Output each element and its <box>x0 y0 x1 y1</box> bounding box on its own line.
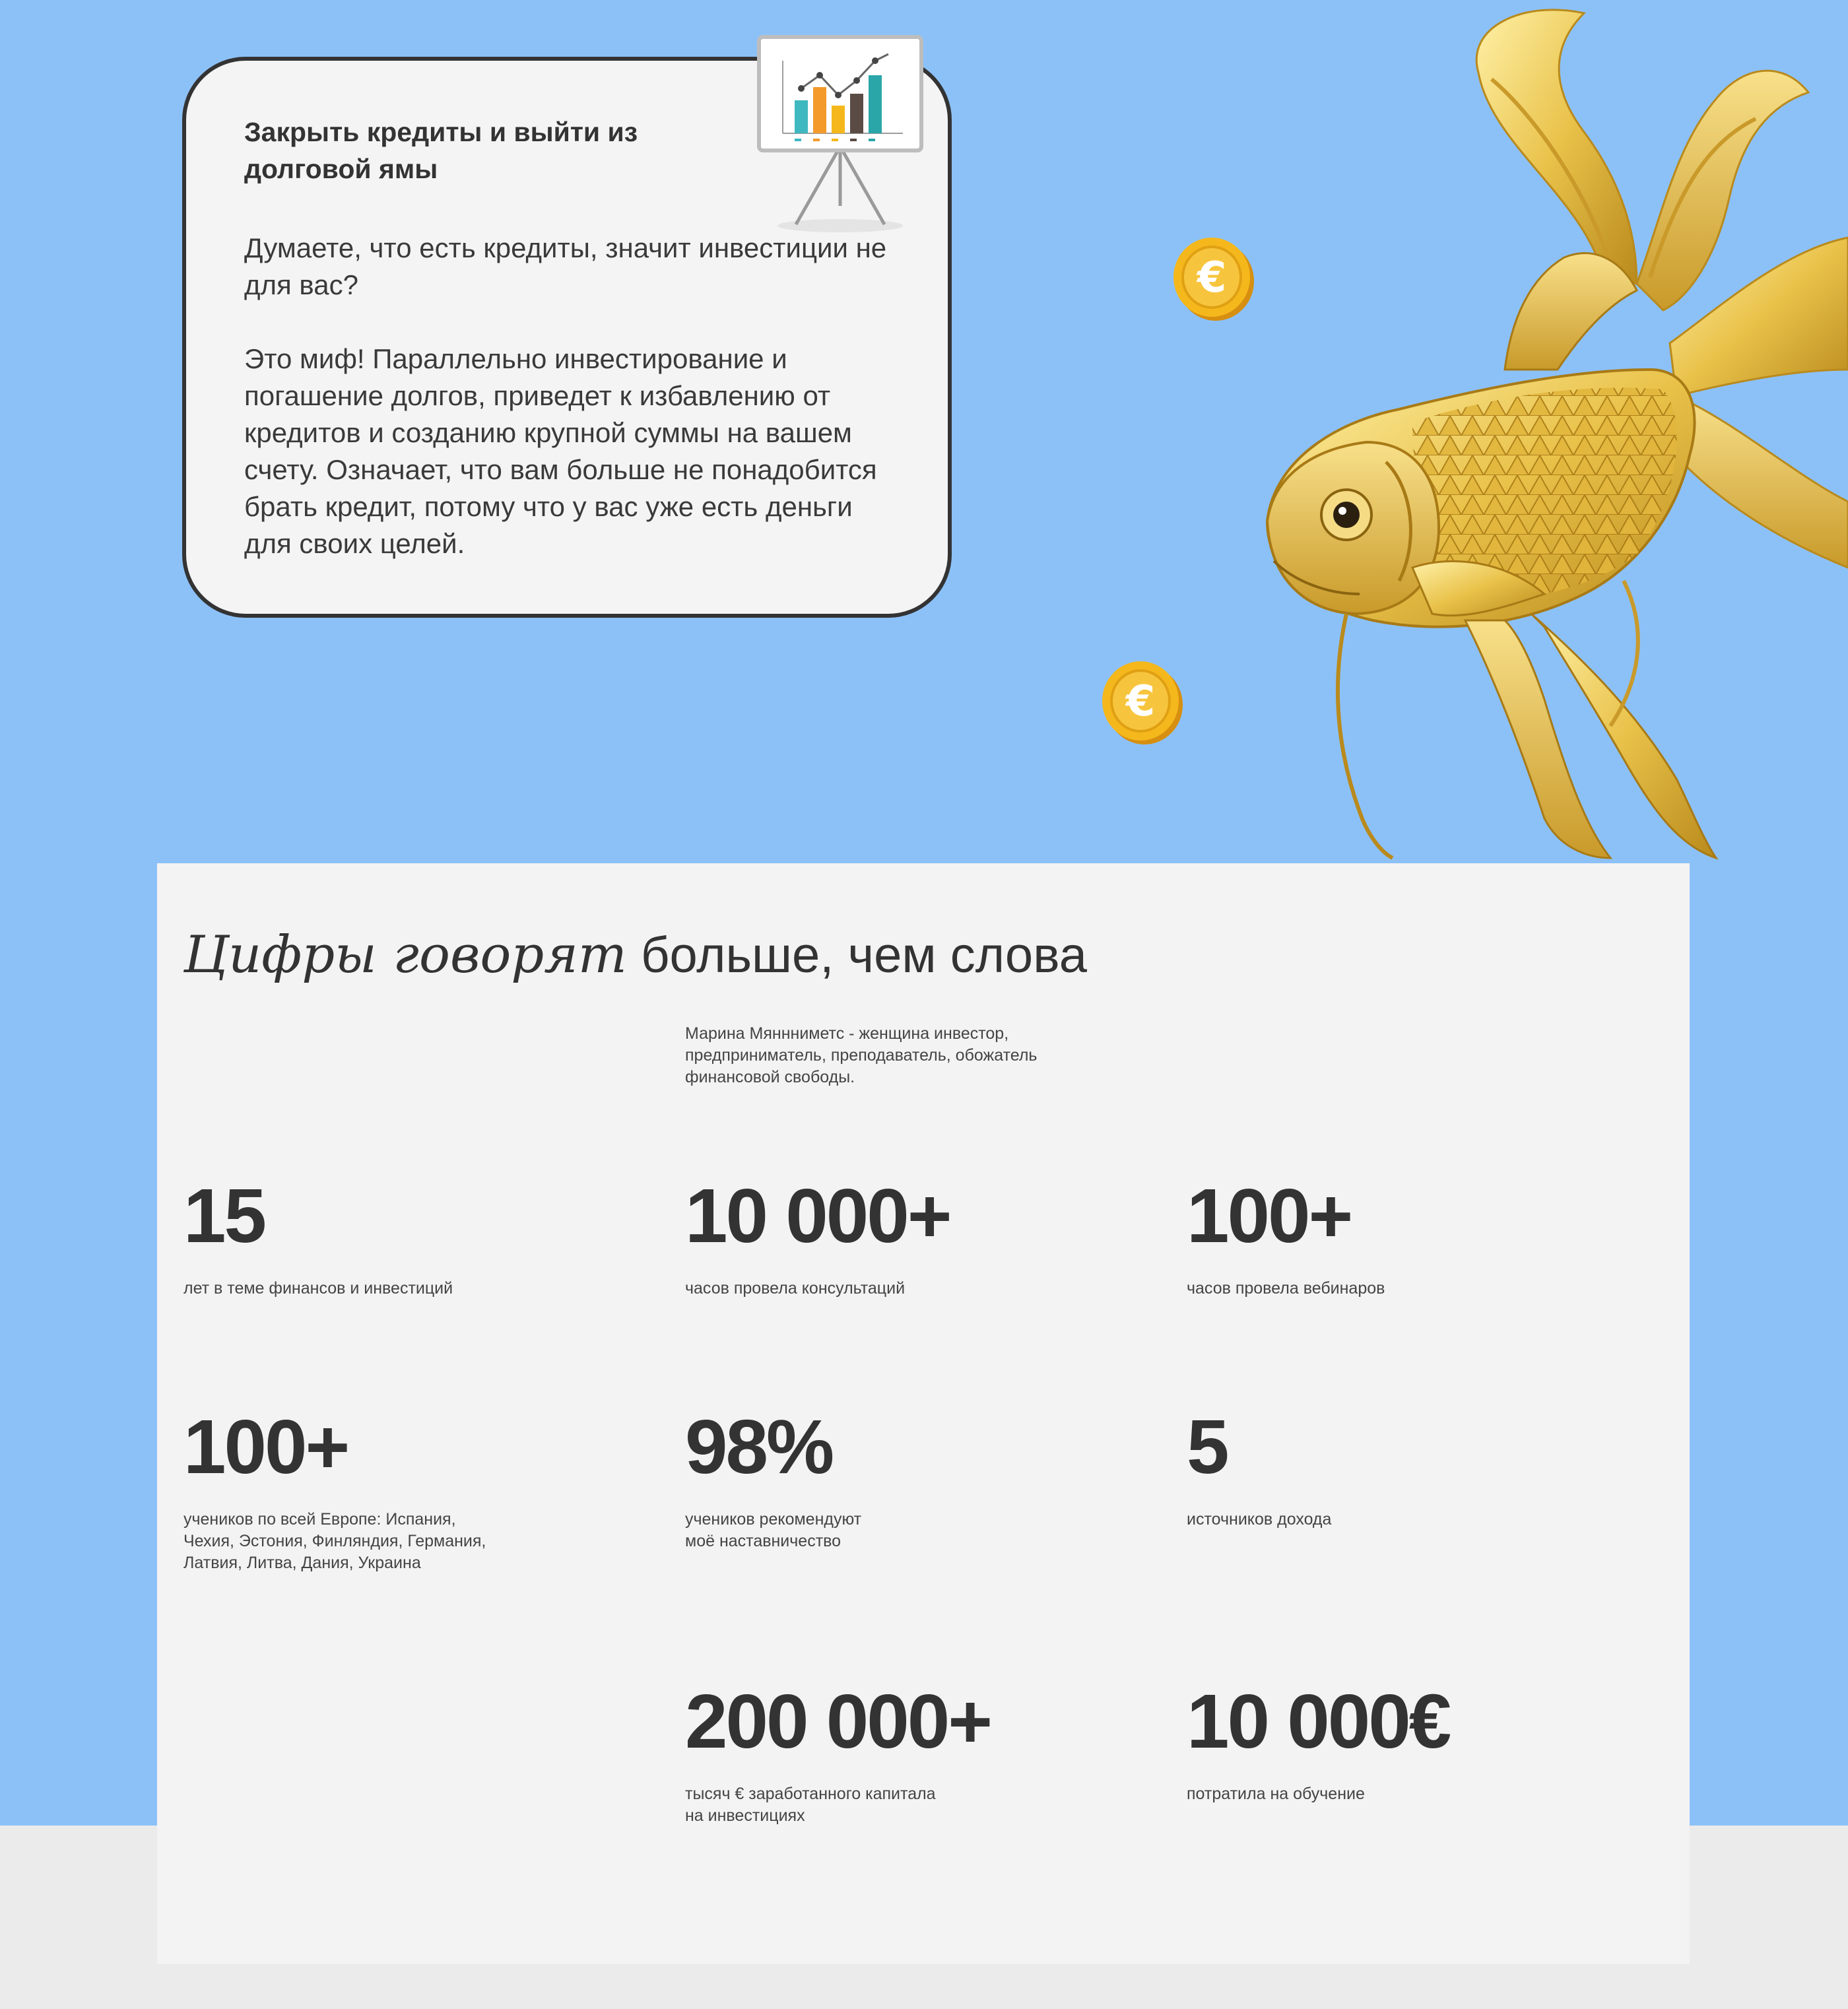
stats-title-italic: Цифры говорят <box>183 925 627 985</box>
stat-education <box>1187 1678 1609 1805</box>
card-text <box>244 230 904 562</box>
stat-value: 100+ <box>183 1404 348 1490</box>
card-title: Закрыть кредиты и выйти из долговой ямы <box>244 117 638 184</box>
svg-text:€: € <box>1125 677 1156 726</box>
euro-coin-icon <box>1101 660 1184 747</box>
stats-title-rest: больше, чем слова <box>640 927 1087 983</box>
stat-value: 10 000+ <box>685 1173 950 1259</box>
stat-webinars <box>1187 1173 1609 1300</box>
stat-label: потратила на обучение <box>1187 1785 1365 1803</box>
card-paragraph-answer: Это миф! Параллельно инвестирование и погашение долгов, приведет к избавлению от кредитов и созданию крупной суммы на вашем счету. Означает, что вам больше не понадобится брать кредит, потому что у вас уже есть деньги для своих целей. <box>244 343 877 559</box>
stat-value: 200 000+ <box>685 1678 991 1764</box>
stat-label: тысяч € заработанного капитала на инвестициях <box>685 1785 936 1825</box>
stats-title <box>183 919 1087 992</box>
stat-value: 5 <box>1187 1404 1228 1490</box>
stats-panel <box>157 863 1690 1964</box>
stat-label: часов провела вебинаров <box>1187 1279 1385 1298</box>
stat-recommend <box>685 1404 1107 1552</box>
svg-text:€: € <box>1197 253 1227 302</box>
stats-intro: Марина Мяннниметс - женщина инвестор, предприниматель, преподаватель, обожатель финансовой свободы. <box>685 1024 1038 1086</box>
stat-label: учеников по всей Европе: Испания, Чехия, Эстония, Финляндия, Германия, Латвия, Литва, Дания, Украина <box>183 1510 486 1572</box>
stat-label: часов провела консультаций <box>685 1279 906 1298</box>
stat-value: 10 000€ <box>1187 1678 1450 1764</box>
stat-value: 98% <box>685 1404 833 1490</box>
stat-label: лет в теме финансов и инвестиций <box>183 1279 453 1298</box>
stat-label: источников дохода <box>1187 1510 1332 1529</box>
stat-consultations <box>685 1173 1107 1300</box>
stat-label: учеников рекомендуют моё наставничество <box>685 1510 862 1550</box>
stat-students <box>183 1404 606 1574</box>
card-paragraph-question: Думаете, что есть кредиты, значит инвестиции не для вас? <box>244 232 887 300</box>
stat-value: 100+ <box>1187 1173 1352 1259</box>
stat-income-sources <box>1187 1404 1609 1531</box>
stat-years <box>183 1173 606 1300</box>
golden-fish-illustration <box>1214 0 1848 865</box>
presentation-board-icon <box>756 34 924 235</box>
stat-capital <box>685 1678 1107 1827</box>
stat-value: 15 <box>183 1173 265 1259</box>
